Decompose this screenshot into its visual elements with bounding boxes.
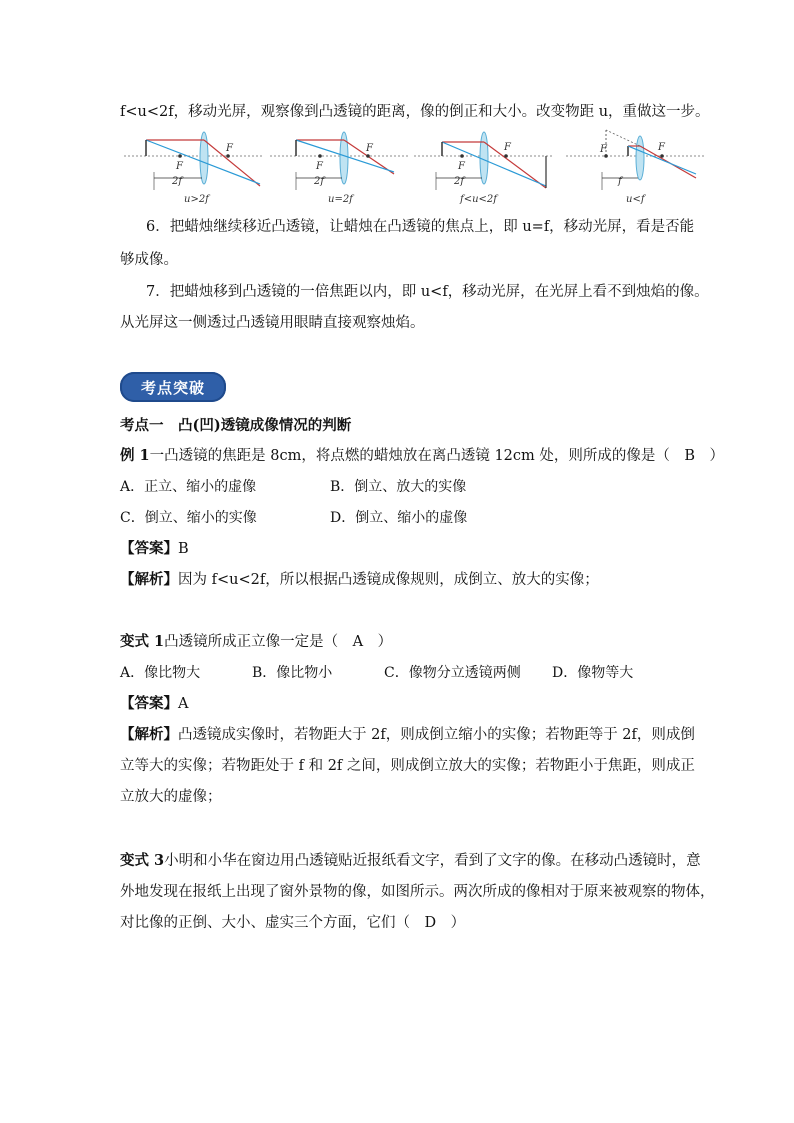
distance-label: f — [618, 176, 622, 187]
f-label: F — [504, 142, 511, 153]
diagram-caption: u=2f — [328, 194, 353, 205]
section-badge-label: 考点突破 — [140, 379, 205, 397]
question-text: 小明和小华在窗边用凸透镜贴近报纸看文字，看到了文字的像。在移动凸透镜时，意 — [164, 853, 701, 869]
variant-3-line-3: 对比像的正倒、大小、虚实三个方面，它们（ D ） — [120, 915, 466, 931]
distance-label: 2f — [172, 176, 183, 187]
option-c: C．倒立、缩小的实像 — [120, 510, 257, 526]
option-c: C．像物分立透镜两侧 — [384, 665, 521, 681]
variant-label: 变式 3 — [120, 852, 165, 869]
example-1-question — [120, 446, 724, 466]
diagram-caption: u<f — [626, 194, 645, 205]
variant-1-analysis-line-2: 立等大的实像；若物距处于 f 和 2f 之间，则成倒立放大的实像；若物距小于焦距，则成正 — [120, 758, 695, 774]
option-b: B．像比物小 — [252, 665, 333, 681]
f-label: F — [366, 143, 373, 154]
variant-1-analysis-line-3: 立放大的虚像； — [120, 789, 222, 805]
ray-diagram-1 — [124, 128, 264, 208]
analysis-text: 因为 f<u<2f，所以根据凸透镜成像规则，成倒立、放大的实像； — [178, 572, 599, 588]
step-6-line-1: 6．把蜡烛继续移近凸透镜，让蜡烛在凸透镜的焦点上，即 u=f，移动光屏，看是否能 — [146, 219, 695, 235]
analysis-label: 【解析】 — [120, 571, 178, 588]
answer-value: A — [178, 696, 189, 712]
answer-value: B — [178, 541, 189, 557]
question-text: 一凸透镜的焦距是 8cm，将点燃的蜡烛放在离凸透镜 12cm 处，则所成的像是（ B ） — [149, 448, 725, 464]
variant-3-line-1 — [120, 851, 701, 871]
analysis-label: 【解析】 — [120, 726, 178, 743]
ray-diagram-4 — [566, 128, 706, 208]
intro-line: f<u<2f，移动光屏，观察像到凸透镜的距离，像的倒正和大小。改变物距 u，重做这一步。 — [120, 104, 710, 120]
variant-1-analysis-line-1 — [120, 725, 695, 745]
step-7-line-1: 7．把蜡烛移到凸透镜的一倍焦距以内，即 u<f，移动光屏，在光屏上看不到烛焰的像。 — [146, 284, 709, 300]
question-text: 凸透镜所成正立像一定是（ A ） — [164, 634, 393, 650]
option-b: B．倒立、放大的实像 — [330, 479, 467, 495]
f-label: F — [600, 144, 607, 155]
diagram-caption: f<u<2f — [460, 194, 497, 205]
section-badge — [120, 372, 226, 402]
example-1-answer — [120, 539, 189, 559]
f-label: F — [658, 142, 665, 153]
option-d: D．像物等大 — [552, 665, 634, 681]
diagram-caption: u>2f — [184, 194, 209, 205]
step-6-line-2: 够成像。 — [120, 252, 178, 268]
variant-label: 变式 1 — [120, 633, 165, 650]
answer-label: 【答案】 — [120, 695, 178, 712]
option-a: A．正立、缩小的虚像 — [120, 479, 257, 495]
step-7-line-2: 从光屏这一侧透过凸透镜用眼睛直接观察烛焰。 — [120, 315, 425, 331]
analysis-text: 凸透镜成实像时，若物距大于 2f，则成倒立缩小的实像；若物距等于 2f，则成倒 — [178, 727, 695, 743]
variant-1-question — [120, 632, 392, 652]
distance-label: 2f — [314, 176, 325, 187]
variant-3-line-2: 外地发现在报纸上出现了窗外景物的像，如图所示。两次所成的像相对于原来被观察的物体， — [120, 884, 715, 900]
answer-label: 【答案】 — [120, 540, 178, 557]
ray-diagram-2 — [270, 128, 410, 208]
option-d: D．倒立、缩小的虚像 — [330, 510, 468, 526]
kaodian-title: 考点一 凸(凹)透镜成像情况的判断 — [120, 417, 352, 434]
f-label: F — [176, 161, 183, 172]
example-label: 例 1 — [120, 447, 150, 464]
f-label: F — [458, 161, 465, 172]
variant-1-answer — [120, 694, 188, 714]
ray-diagram-3 — [414, 128, 554, 208]
f-label: F — [316, 161, 323, 172]
distance-label: 2f — [454, 176, 465, 187]
example-1-analysis — [120, 570, 599, 590]
f-label: F — [226, 143, 233, 154]
option-a: A．像比物大 — [120, 665, 201, 681]
